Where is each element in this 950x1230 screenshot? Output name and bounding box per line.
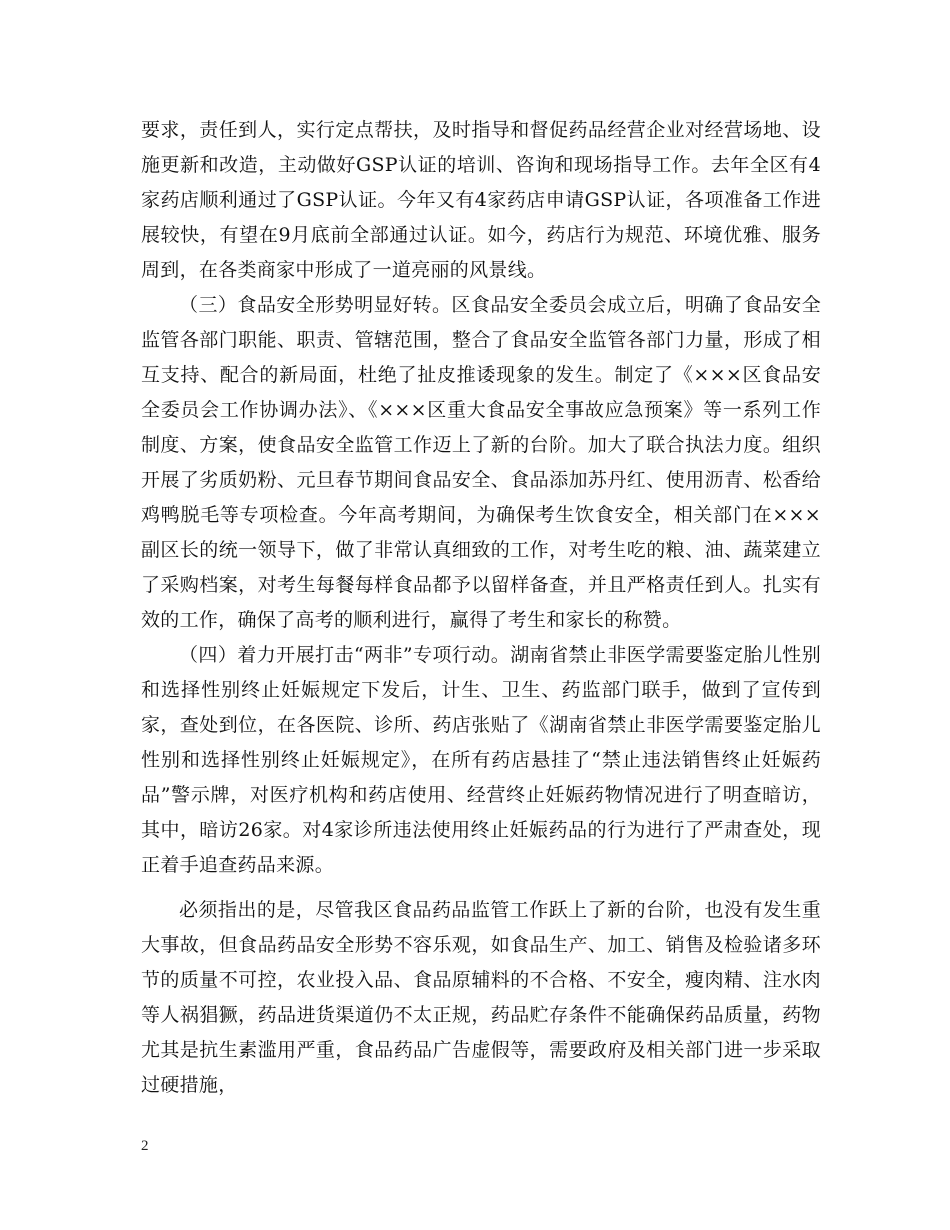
- paragraph-must-point-out: 必须指出的是，尽管我区食品药品监管工作跃上了新的台阶，也没有发生重大事故，但食品药品安全形势不容乐观，如食品生产、加工、销售及检验诸多环节的质量不可控，农业投入品、食品原辅料的不合格、不安全，瘦肉精、注水肉等人祸猖獗，药品进货渠道仍不太正规，药品贮存条件不能确保药品质量，药物尤其是抗生素滥用严重，食品药品广告虚假等，需要政府及相关部门进一步采取过硬措施，: [141, 899, 821, 1096]
- paragraph-two-illegal-actions: （四）着力开展打击“两非”专项行动。湖南省禁止非医学需要鉴定胎儿性别和选择性别终止妊娠规定下发后，计生、卫生、药监部门联手，做到了宣传到家，查处到位，在各医院、诊所、药店张贴了《湖南省禁止非医学需要鉴定胎儿性别和选择性别终止妊娠规定》，在所有药店悬挂了“禁止违法销售终止妊娠药品”警示牌，对医疗机构和药店使用、经营终止妊娠药物情况进行了明查暗访，其中，暗访26家。对4家诊所违法使用终止妊娠药品的行为进行了严肃查处，现正着手追查药品来源。: [141, 644, 821, 876]
- paragraph-gsp-continuation: 要求，责任到人，实行定点帮扶，及时指导和督促药品经营企业对经营场地、设施更新和改造，主动做好GSP认证的培训、咨询和现场指导工作。去年全区有4家药店顺利通过了GSP认证。今年又有4家药店申请GSP认证，各项准备工作进展较快，有望在9月底前全部通过认证。如今，药店行为规范、环境优雅、服务周到，在各类商家中形成了一道亮丽的风景线。: [141, 119, 821, 281]
- body-text: [141, 113, 821, 1103]
- paragraph-food-safety: （三）食品安全形势明显好转。区食品安全委员会成立后，明确了食品安全监管各部门职能、职责、管辖范围，整合了食品安全监管各部门力量，形成了相互支持、配合的新局面，杜绝了扯皮推诿现象的发生。制定了《×××区食品安全委员会工作协调办法》、《×××区重大食品安全事故应急预案》等一系列工作制度、方案，使食品安全监管工作迈上了新的台阶。加大了联合执法力度。组织开展了劣质奶粉、元旦春节期间食品安全、食品添加苏丹红、使用沥青、松香给鸡鸭脱毛等专项检查。今年高考期间，为确保考生饮食安全，相关部门在×××副区长的统一领导下，做了非常认真细致的工作，对考生吃的粮、油、蔬菜建立了采购档案，对考生每餐每样食品都予以留样备查，并且严格责任到人。扎实有效的工作，确保了高考的顺利进行，赢得了考生和家长的称赞。: [141, 294, 821, 631]
- page-number: 2: [141, 1138, 149, 1154]
